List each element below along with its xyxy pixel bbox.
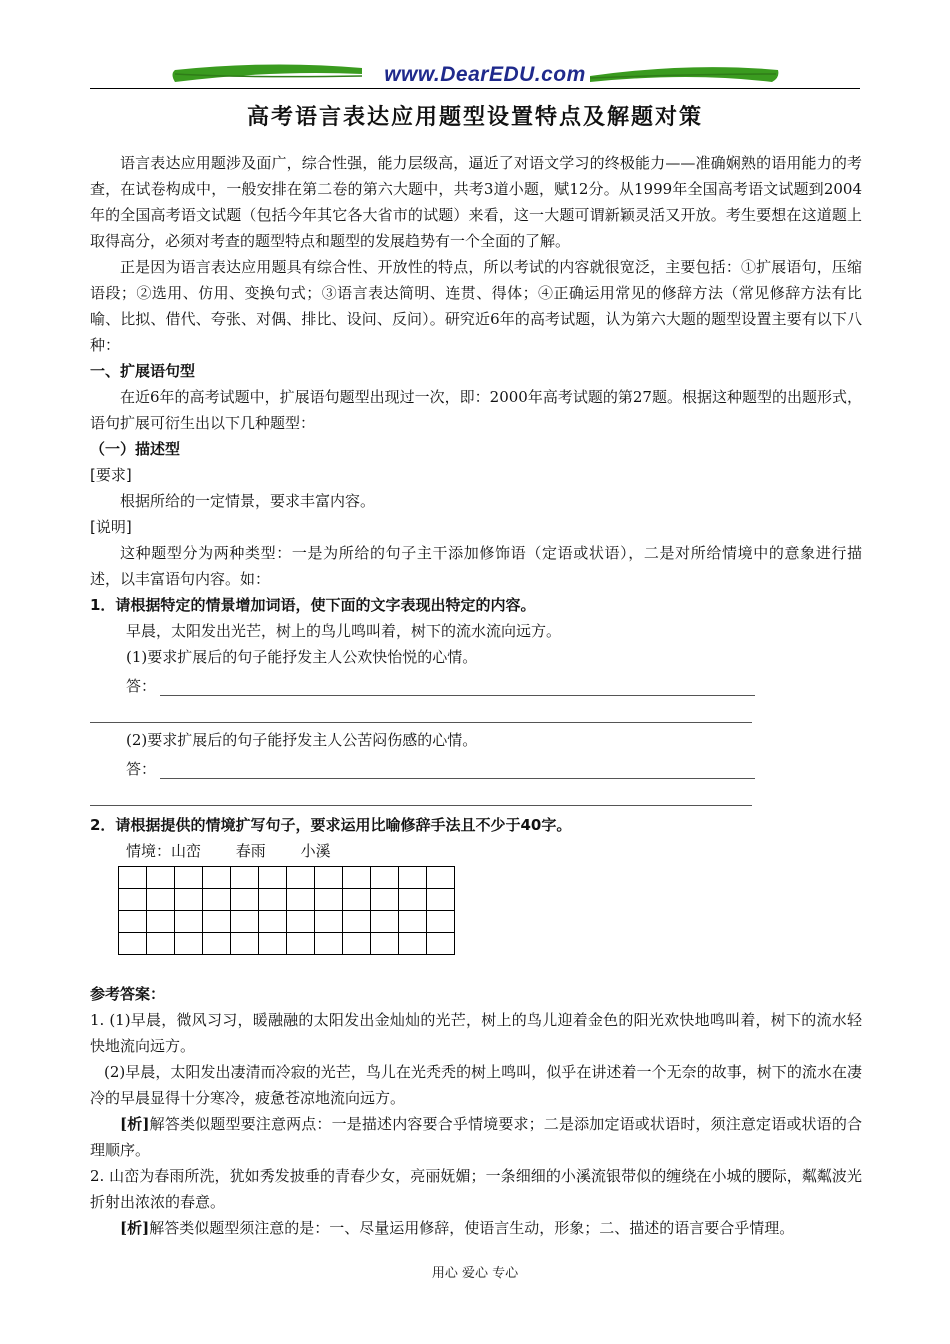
grid-cell[interactable] (315, 911, 343, 933)
grid-cell[interactable] (371, 867, 399, 889)
grid-cell[interactable] (231, 911, 259, 933)
grid-row (119, 911, 455, 933)
answers-heading: 参考答案： (90, 985, 166, 1003)
question-1-prompt: 1．请根据特定的情景增加词语，使下面的文字表现出特定的内容。 (90, 596, 536, 614)
grid-cell[interactable] (119, 933, 147, 955)
grid-cell[interactable] (371, 889, 399, 911)
answer-label: 答： (126, 677, 157, 695)
grid-cell[interactable] (371, 933, 399, 955)
analysis-2 (90, 1215, 862, 1241)
answer-2: 2. 山峦为春雨所洗，犹如秀发披垂的青春少女，亮丽妩媚；一条细细的小溪流银带似的缠绕在小城的腰际，粼粼波光折射出浓浓的春意。 (90, 1167, 862, 1211)
grid-cell[interactable] (119, 911, 147, 933)
grid-cell[interactable] (343, 933, 371, 955)
grid-cell[interactable] (399, 933, 427, 955)
grid-cell[interactable] (147, 867, 175, 889)
situation-item: 春雨 (235, 842, 266, 860)
page-footer: 用心 爱心 专心 (431, 1266, 519, 1281)
grid-cell[interactable] (147, 889, 175, 911)
requirement-text: 根据所给的一定情景，要求丰富内容。 (120, 492, 376, 510)
grid-cell[interactable] (203, 867, 231, 889)
answer-label: 答： (126, 760, 157, 778)
grid-cell[interactable] (343, 889, 371, 911)
grid-cell[interactable] (427, 889, 455, 911)
intro-paragraph-2: 正是因为语言表达应用题具有综合性、开放性的特点，所以考试的内容就很宽泛，主要包括：①扩展语句，压缩语段；②选用、仿用、变换句式；③语言表达简明、连贯、得体；④正确运用常见的修辞方法（常见修辞方法有比喻、比拟、借代、夸张、对偶、排比、设问、反问）。研究近6年的高考试题，认为第六大题的题型设置主要有以下八种： (90, 258, 862, 354)
situation-item: 小溪 (300, 842, 331, 860)
grid-row (119, 889, 455, 911)
grid-cell[interactable] (343, 867, 371, 889)
analysis-1 (90, 1111, 862, 1163)
answer-line[interactable] (160, 760, 755, 779)
grid-cell[interactable] (315, 867, 343, 889)
section-text: 在近6年的高考试题中，扩展语句题型出现过一次，即：2000年高考试题的第27题。根据这种题型的出题形式，语句扩展可衍生出以下几种题型： (90, 388, 862, 432)
writing-grid[interactable] (118, 866, 455, 955)
grid-cell[interactable] (175, 867, 203, 889)
question-1-part-1: (1)要求扩展后的句子能抒发主人公欢快怡悦的心情。 (126, 648, 478, 666)
question-1-sentence: 早晨，太阳发出光芒，树上的鸟儿鸣叫着，树下的流水流向远方。 (126, 622, 562, 640)
grid-cell[interactable] (203, 911, 231, 933)
question-2-prompt: 2．请根据提供的情境扩写句子，要求运用比喻修辞手法且不少于40字。 (90, 816, 572, 834)
header-rule (90, 88, 860, 89)
analysis-tag: [析] (120, 1115, 150, 1133)
question-2-situation (90, 838, 862, 864)
grid-cell[interactable] (175, 889, 203, 911)
site-header (90, 60, 860, 90)
grid-cell[interactable] (287, 889, 315, 911)
document-body (90, 150, 862, 1241)
grid-cell[interactable] (147, 933, 175, 955)
grid-cell[interactable] (427, 911, 455, 933)
site-logo-text[interactable]: www.DearEDU.com (384, 63, 586, 86)
situation-label: 情境：山峦 (126, 842, 202, 860)
requirement-tag: [要求] (90, 466, 132, 484)
grid-cell[interactable] (399, 889, 427, 911)
grid-cell[interactable] (343, 911, 371, 933)
grid-cell[interactable] (119, 867, 147, 889)
grid-cell[interactable] (175, 911, 203, 933)
grid-cell[interactable] (287, 911, 315, 933)
analysis-text: 解答类似题型要注意两点：一是描述内容要合乎情境要求；二是添加定语或状语时，须注意定语或状语的合理顺序。 (90, 1115, 862, 1159)
section-heading: 一、扩展语句型 (90, 362, 196, 380)
grid-cell[interactable] (119, 889, 147, 911)
intro-paragraph-1: 语言表达应用题涉及面广，综合性强，能力层级高，逼近了对语文学习的终极能力——准确娴熟的语用能力的考查，在试卷构成中，一般安排在第二卷的第六大题中，共考3道小题，赋12分。从1999年全国高考语文试题到2004年的全国高考语文试题（包括今年其它各大省市的试题）来看，这一大题可谓新颖灵活又开放。考生要想在这道题上取得高分，必须对考查的题型特点和题型的发展趋势有一个全面的了解。 (90, 154, 862, 250)
grid-cell[interactable] (259, 933, 287, 955)
answer-line-full[interactable] (90, 696, 752, 723)
grid-row (119, 867, 455, 889)
analysis-tag: [析] (120, 1219, 150, 1237)
grid-cell[interactable] (259, 911, 287, 933)
answer-1-2: (2)早晨，太阳发出凄清而冷寂的光芒，鸟儿在光秃秃的树上鸣叫，似乎在讲述着一个无奈的故事，树下的流水在凄冷的早晨显得十分寒冷，疲惫苍凉地流向远方。 (90, 1063, 862, 1107)
grid-cell[interactable] (287, 933, 315, 955)
grid-cell[interactable] (175, 933, 203, 955)
grid-cell[interactable] (231, 889, 259, 911)
explain-tag: [说明] (90, 518, 132, 536)
grid-cell[interactable] (203, 889, 231, 911)
grid-cell[interactable] (259, 867, 287, 889)
analysis-text: 解答类似题型须注意的是：一、尽量运用修辞，使语言生动，形象；二、描述的语言要合乎情理。 (149, 1219, 795, 1237)
grid-cell[interactable] (203, 933, 231, 955)
grid-cell[interactable] (315, 933, 343, 955)
sub-heading: （一）描述型 (90, 440, 181, 458)
page-title: 高考语言表达应用题型设置特点及解题对策 (246, 104, 703, 130)
grid-cell[interactable] (259, 889, 287, 911)
answer-1-1: 1. (1)早晨，微风习习，暖融融的太阳发出金灿灿的光芒，树上的鸟儿迎着金色的阳光欢快地鸣叫着，树下的流水轻快地流向远方。 (90, 1011, 862, 1055)
explain-text: 这种题型分为两种类型：一是为所给的句子主干添加修饰语（定语或状语），二是对所给情境中的意象进行描述，以丰富语句内容。如： (90, 544, 862, 588)
grid-cell[interactable] (399, 867, 427, 889)
grid-cell[interactable] (371, 911, 399, 933)
grid-cell[interactable] (287, 867, 315, 889)
answer-line[interactable] (160, 677, 755, 696)
answer-line-full[interactable] (90, 779, 752, 806)
grid-cell[interactable] (315, 889, 343, 911)
grid-cell[interactable] (231, 933, 259, 955)
question-1-part-2: (2)要求扩展后的句子能抒发主人公苦闷伤感的心情。 (126, 731, 478, 749)
answer-row-1 (90, 670, 862, 696)
grid-cell[interactable] (231, 867, 259, 889)
grid-cell[interactable] (399, 911, 427, 933)
grid-cell[interactable] (427, 867, 455, 889)
grid-cell[interactable] (147, 911, 175, 933)
grid-row (119, 933, 455, 955)
answers-section (90, 981, 862, 1241)
answer-row-2 (90, 753, 862, 779)
grid-cell[interactable] (427, 933, 455, 955)
